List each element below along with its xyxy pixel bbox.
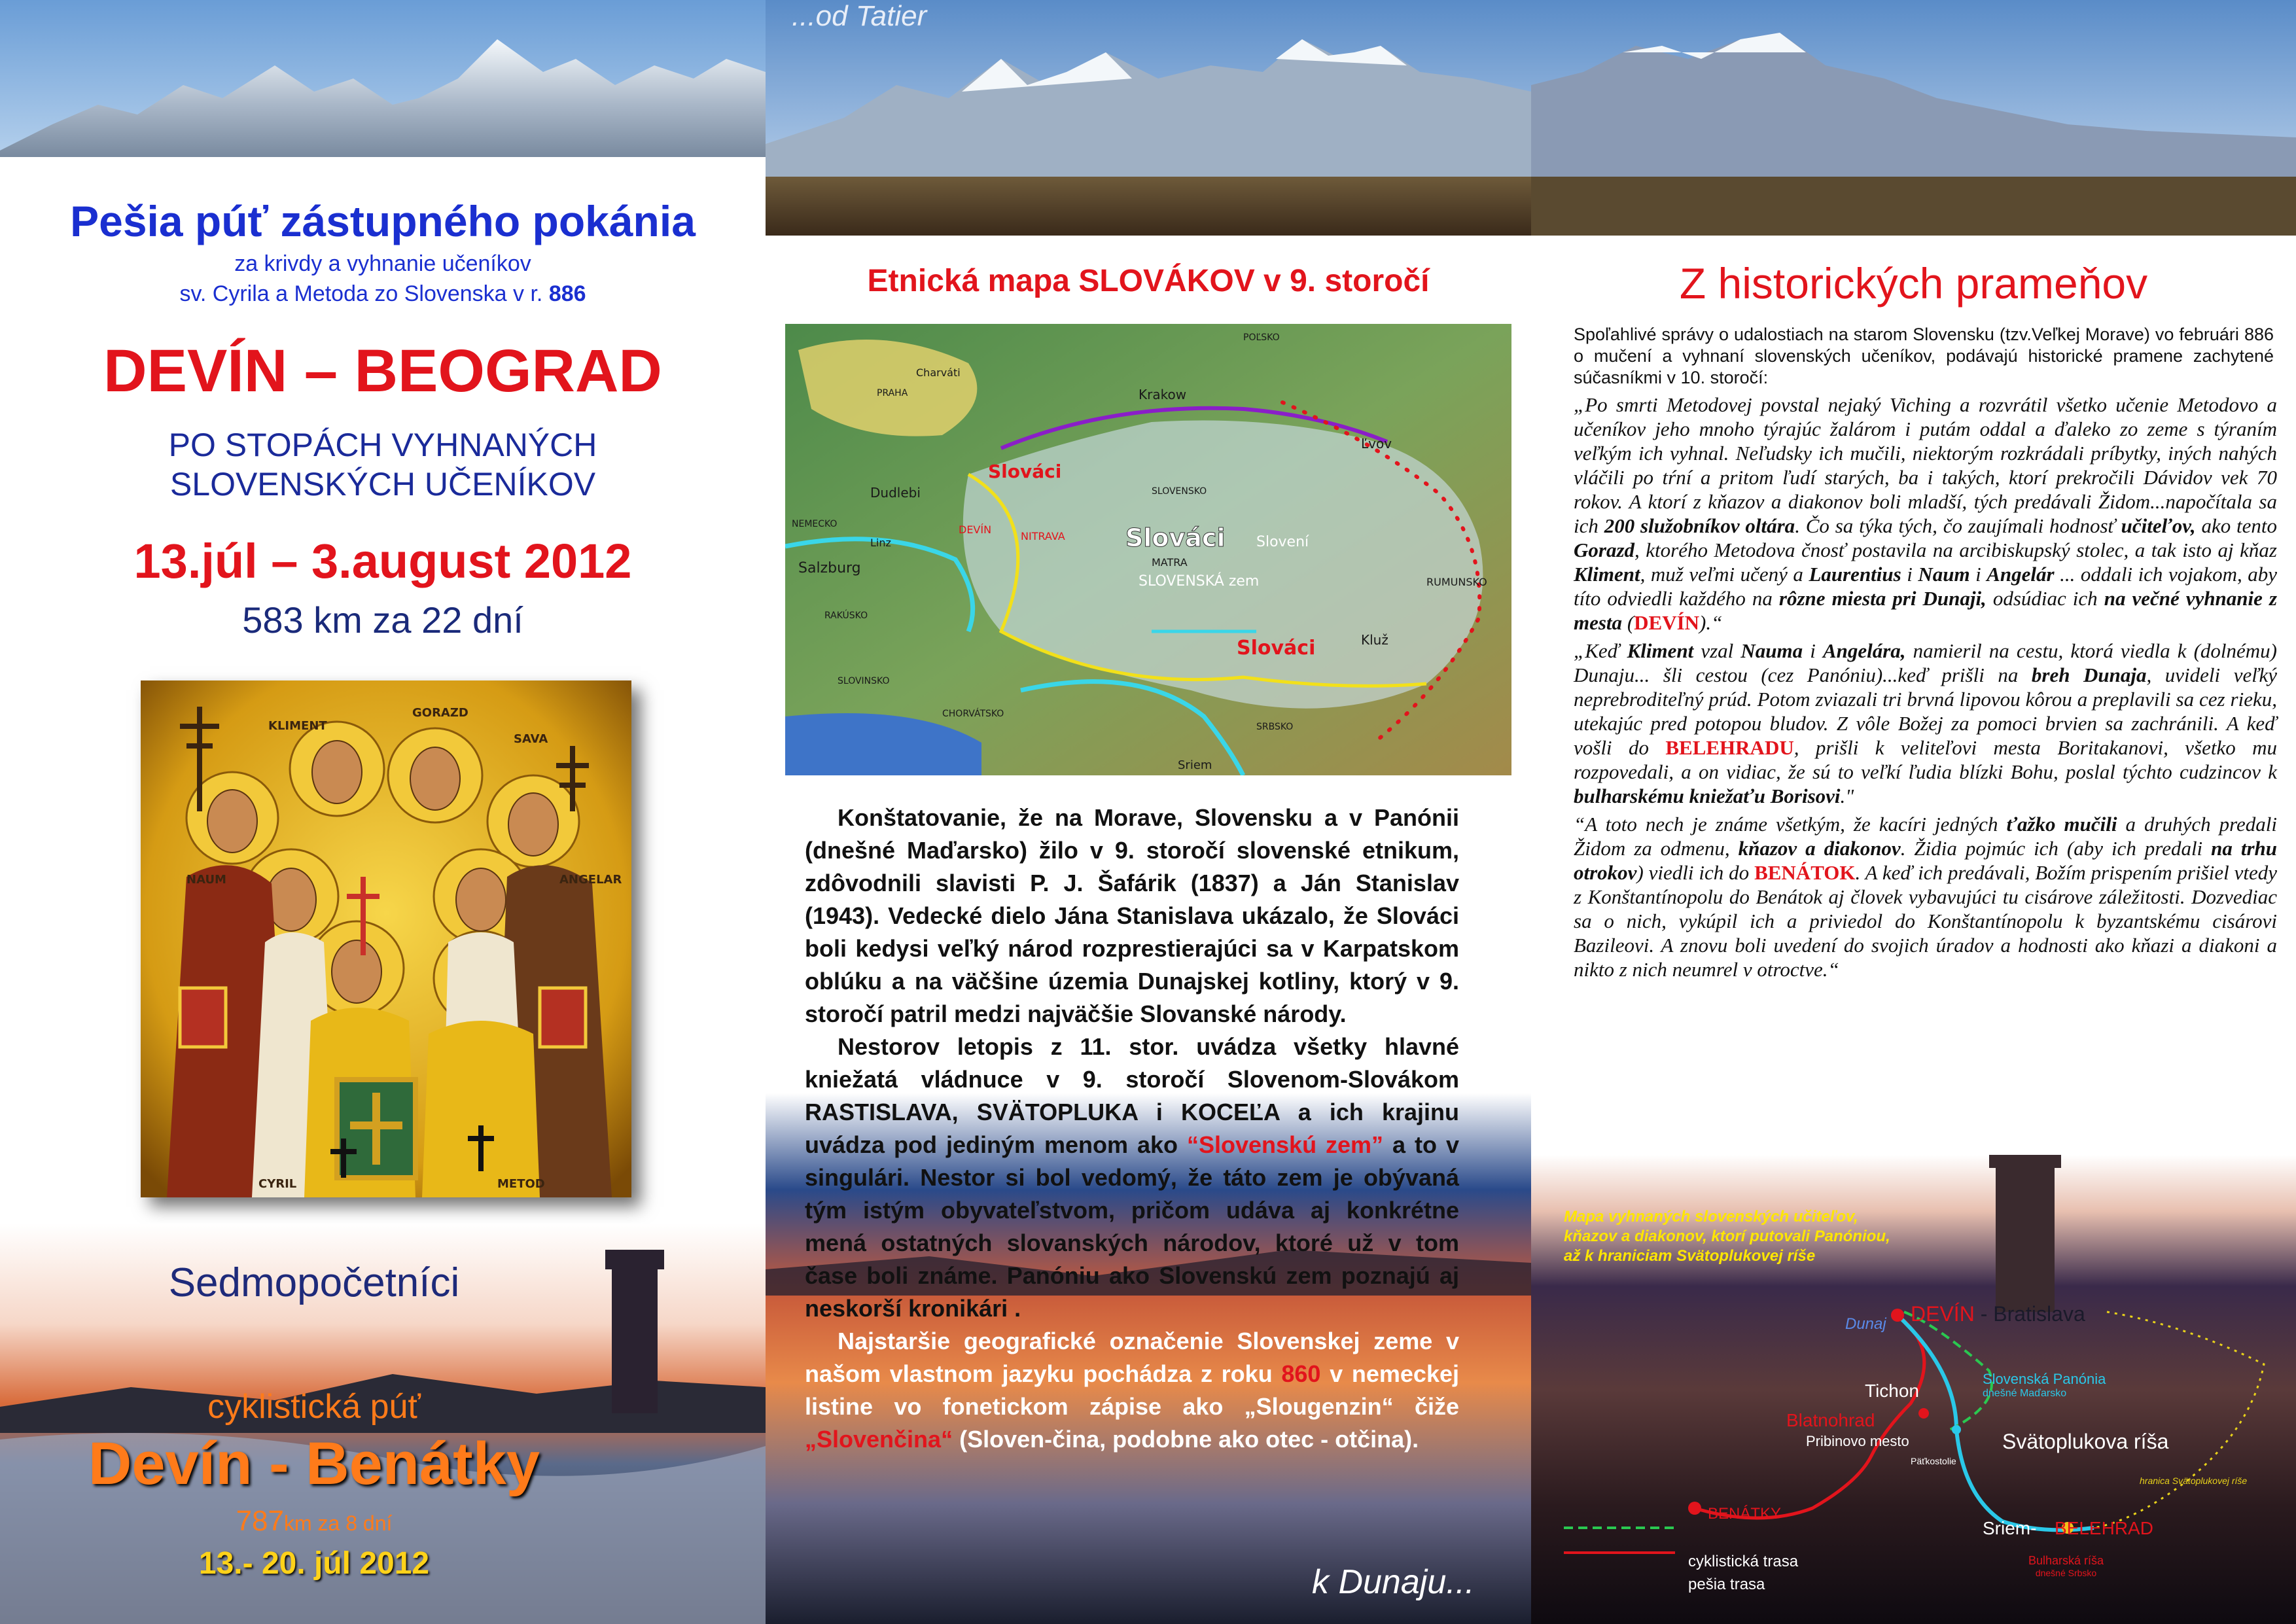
map-label-kluz: Kluž (1361, 632, 1388, 648)
map-label-slovinsko: SLOVINSKO (838, 676, 890, 686)
legend-walk-route: pešia trasa (1688, 1576, 1765, 1593)
q3-red-benatok: BENÁTOK (1754, 861, 1856, 884)
bike-pilgrimage-label: cyklistická púť (207, 1388, 421, 1426)
map-title: Etnická mapa SLOVÁKOV v 9. storočí (867, 264, 1430, 298)
saints-caption: Sedmopočetníci (168, 1260, 460, 1305)
icon-name-kliment: KLIMENT (268, 719, 327, 733)
footer-k-dunaju: k Dunaju... (1312, 1563, 1475, 1601)
p2-text-b: a to v singulári. Nestor si bol vedomý, že táto zem je obývaná tým istým obyvateľstvom, pričom udáva aj konkrétne mená ostatných slovanských národov, ktoré už v tom čase boli známe. Panóniu ako Slovenskú zem poznajú aj neskorší kronikári . (805, 1131, 1460, 1322)
subtitle-text: sv. Cyrila a Metoda zo Slovenska v r. (179, 281, 549, 306)
q1-bold-vyhnanie: na večné vyhnanie z mesta (1574, 587, 2278, 634)
map-devin-bratislava (1911, 1302, 2085, 1326)
left-panel (0, 0, 766, 1624)
q3-bold-mucili: ťažko mučili (2006, 813, 2117, 836)
bratislava-label: - Bratislava (1974, 1302, 2085, 1326)
q2-text-a: „Keď (1574, 639, 1627, 662)
caption-line-1: Mapa vyhnaných slovenských učiteľov, (1564, 1208, 1858, 1226)
q2-bold-breh: breh Dunaja (2031, 663, 2147, 686)
map-label-sriem: Sriem (1178, 758, 1212, 772)
q1-bold-angelar: Angelár (1987, 563, 2055, 586)
map-sriem-label: Sriem- (1983, 1518, 2037, 1538)
icon-name-naum: NAUM (186, 873, 226, 887)
history-title: Z historických prameňov (1679, 259, 2148, 308)
q1-bold-ucitelov: učiteľov, (2121, 514, 2196, 537)
bulharska-label: Bulharská ríša (2028, 1554, 2104, 1567)
icon-name-sava: SAVA (514, 732, 548, 746)
map-benatky-label: BENÁTKY (1708, 1505, 1782, 1523)
map-hranica-label: hranica Svätoplukovej ríše (2140, 1475, 2248, 1486)
p3-text-b: v nemeckej listine vo fonetickom zápise ako „Slougenzin“ čiže (805, 1360, 1460, 1420)
q1-bold-miesta: rôzne miesta pri Dunaji, (1778, 587, 1987, 610)
tatra-panorama-image (766, 0, 1531, 236)
map-pribinovo-label: Pribinovo mesto (1806, 1433, 1909, 1449)
map-label-srbsko: SRBSKO (1256, 722, 1294, 732)
map-label-matra: MATRA (1152, 556, 1188, 569)
q1-bold-laurentius: Laurentius (1809, 563, 1901, 586)
q1-bold-kliment: Kliment (1574, 563, 1640, 586)
map-label-rakusko: RAKÚSKO (824, 610, 868, 621)
quote-2 (1574, 639, 2277, 808)
map-label-linz: Linz (870, 537, 891, 549)
route-map-caption (1564, 1207, 1890, 1266)
right-panel (1531, 0, 2296, 1624)
map-label-praha: PRAHA (877, 388, 908, 398)
ethnic-map (785, 324, 1511, 775)
q2-text-f: , prišli k veliteľovi mesta Boritakanovi, všetko mu rozpovedali, a on vidiac, že sú to veľkí ľudia blízki Bohu, poslal týchto cudzincov k (1574, 736, 2277, 783)
q1-text-d: ako tento (2195, 514, 2277, 537)
q1-text-g: i (1901, 563, 1918, 586)
paragraph-3 (805, 1325, 1459, 1456)
map-svatoplukova-label: Svätoplukova ríša (2002, 1430, 2169, 1453)
map-label-nitrava: NITRAVA (1021, 530, 1065, 542)
subtitle-line-2 (0, 279, 766, 309)
q1-red-devin: DEVÍN (1634, 611, 1700, 634)
history-intro: Spoľahlivé správy o udalostiach na starom Slovensku (tzv.Veľkej Morave) vo februári 886 o mučení a vyhnaní slovenských učeníkov, podávajú historické pramene zachytené súčasníkmi v 10. storočí: (1574, 325, 2274, 387)
map-pecs-label: Päťkostolie (1911, 1456, 1956, 1466)
pilgrimage-subtitle (0, 249, 766, 309)
map-tichon-label: Tichon (1865, 1381, 1920, 1401)
q2-text-e: , uvideli veľký neprebroditeľný prúd. Potom zviazali tri brvná lipovou kôrou a preplavili sa cez rieku, utekajúc pred potopou bludov. Z vôle Božej za pomoci brvien sa zachránili. A keď vošli do (1574, 663, 2278, 759)
p3-text-c: (Sloven-čina, podobne ako otec - otčina). (953, 1426, 1419, 1453)
map-label-polsko: POĽSKO (1243, 332, 1280, 343)
map-label-salzburg: Salzburg (798, 560, 861, 576)
q2-bold-nauma: Nauma (1740, 639, 1803, 662)
q3-text-e: . A keď ich predávali, Božím prispením prišiel vtedy z Konštantínopolu do Benátok aj človek vybavujúci tu cisárove záležitosti. Dozvediac sa o nich, vykúpil ich a priviedol do Konštantínopolu k byzantskému cisárovi Bazileovi. A znovu boli uvedení do svojich úradov a hodnosti ako kňazi a diakoni a nikto z nich neumrel v otroctve.“ (1574, 861, 2278, 981)
map-slov-panonia (1983, 1371, 2106, 1400)
icon-name-metod: METOD (497, 1177, 545, 1191)
bike-dates: 13.- 20. júl 2012 (198, 1546, 430, 1581)
map-belehrad-label: BELEHRAD (2055, 1518, 2153, 1538)
subtitle-line-1: za krivdy a vyhnanie učeníkov (234, 251, 531, 276)
srbsko-label: dnešné Srbsko (2035, 1568, 2097, 1578)
q1-text: „Po smrti Metodovej povstal nejaký Viching a rozvrátil všetko učenie Metodovo a učeníkov jeho mnoho týrajúc žalárom i putám oddal a ďaleko zo zeme s týraním veľkým ich vyhnal. Neľudsky ich mučili, niektorým rozkrádali príbytky, iných nahých vláčili po tŕní a pritom ľudí starých, ba i takých, ktorí prekročili Dávidov vek 70 rokov. A ktorí z kňazov a diakonov boli mladší, tých predávali Židom...napočítala sa ich (1574, 393, 2277, 537)
q1-bold-gorazd: Gorazd (1574, 538, 1635, 561)
madarsko-label: dnešné Maďarsko (1983, 1388, 2067, 1399)
map-label-lvov: Ľvov (1361, 436, 1392, 451)
subtitle-year: 886 (548, 281, 586, 306)
q3-bold-knazov: kňazov a diakonov (1738, 837, 1901, 860)
paragraph-1: Konštatovanie, že na Morave, Slovensku a v Panónii (dnešné Maďarsko) žilo v 9. storočí slovenské etnikum, zdôvodnili slavisti P. J. Šafárik (1837) a Ján Stanislav (1943). Vedecké dielo Jána Stanislava ukázalo, že Slováci boli kedysi veľký národ rozprestierajúci sa v Karpatskom oblúku a na väčšine územia Dunajskej kotliny, ktorý v 9. storočí patril medzi najväčšie Slovanské národy. (805, 804, 1459, 1027)
q2-text-c: i (1803, 639, 1823, 662)
tatra-panorama-right-image (1531, 0, 2296, 236)
history-quotes (1574, 393, 2277, 981)
q2-bold-kliment: Kliment (1627, 639, 1694, 662)
paragraph-2 (805, 1031, 1459, 1325)
q2-text-d: namieril na cestu, ktorá viedla k (dolnému) Dunaju... šli cestou (cez Panóniu)...keď prišli na (1574, 639, 2277, 686)
icon-name-gorazd: GORAZD (412, 706, 468, 720)
q3-bold-trh: na trhu otrokov (1574, 837, 2278, 884)
panel-header-tatry: ...od Tatier (792, 0, 927, 32)
q1-text-j: odsúdiac ich (1986, 587, 2104, 610)
q1-bold-200: 200 služobníkov oltára (1604, 514, 1795, 537)
route-map-section (1531, 1155, 2296, 1624)
pilgrimage-title: Pešia púť zástupného pokánia (70, 197, 696, 245)
map-label-dudlebi: Dudlebi (870, 485, 921, 501)
bike-distance (0, 1505, 628, 1538)
route-tagline (0, 425, 766, 504)
q1-text-l: ).“ (1699, 611, 1723, 634)
map-label-slovaci-3: Slováci (1237, 637, 1316, 660)
map-label-charvati: Charváti (916, 366, 961, 379)
q1-text-c: . Čo sa týka tých, čo zaujímali hodnosť (1795, 514, 2121, 537)
q2-bold-angelara: Angelára, (1822, 639, 1906, 662)
quote-1 (1574, 393, 2277, 635)
q3-text-a: “A toto nech je známe všetkým, že kacíri jedných (1574, 813, 2007, 836)
pilgrimage-distance: 583 km za 22 dní (242, 599, 523, 641)
map-bulharska (2028, 1554, 2104, 1578)
q1-text-h: i (1969, 563, 1987, 586)
q3-text-d: ) viedli ich do (1636, 861, 1755, 884)
map-label-slovenska-zem: SLOVENSKÁ zem (1139, 573, 1260, 590)
q2-text-b: vzal (1693, 639, 1741, 662)
q2-red-belehrad: BELEHRADU (1665, 736, 1794, 759)
map-label-slovaci-2: Slováci (1125, 523, 1226, 552)
ethnic-text (805, 802, 1459, 1456)
bike-route-title: Devín - Benátky (88, 1430, 540, 1497)
map-label-rumunsko: RUMUNSKO (1426, 576, 1487, 588)
caption-line-3: až k hraniciam Svätoplukovej ríše (1564, 1247, 1816, 1265)
seven-saints-icon-image (141, 680, 631, 1197)
legend-bike-route: cyklistická trasa (1688, 1553, 1799, 1570)
q3-text-b: a druhých predali Židom za odmenu, (1574, 813, 2277, 860)
map-label-sloveni: Slovení (1256, 534, 1309, 550)
caption-line-2: kňazov a diakonov, ktorí putovali Panóniou, (1564, 1227, 1890, 1245)
icon-name-angelar: ANGELAR (559, 873, 622, 887)
tagline-line-1: PO STOPÁCH VYHNANÝCH (168, 427, 597, 463)
icon-name-cyril: CYRIL (258, 1177, 297, 1191)
slovenska-zem-highlight: “Slovenskú zem” (1186, 1131, 1384, 1158)
map-dunaj-label: Dunaj (1845, 1315, 1886, 1333)
map-label-devin: DEVÍN (959, 523, 992, 536)
q1-text-k: ( (1622, 611, 1634, 634)
q2-text-g: ." (1840, 785, 1854, 807)
middle-panel (766, 0, 1531, 1624)
tagline-line-2: SLOVENSKÝCH UČENÍKOV (169, 466, 596, 503)
p2-text-a: Nestorov letopis z 11. stor. uvádza všetky hlavné kniežatá vládnuce v 9. storočí Slovenom-Slovákom RASTISLAVA, SVÄTOPLUKA i KOCEĽA a ich krajinu uvádza pod jediným menom ako (805, 1033, 1459, 1158)
map-label-chorvatsko: CHORVÁTSKO (942, 709, 1004, 719)
year-860-highlight: 860 (1281, 1360, 1321, 1387)
pilgrimage-dates: 13.júl – 3.august 2012 (133, 534, 632, 588)
map-label-slovaci-1: Slováci (988, 461, 1062, 482)
q1-text-f: , muž veľmi učený a (1640, 563, 1809, 586)
q2-bold-borisovi: bulharskému kniežaťu Borisovi (1574, 785, 1841, 807)
bike-km-number: 787 (236, 1505, 284, 1537)
q1-bold-naum: Naum (1918, 563, 1970, 586)
route-title: DEVÍN – BEOGRAD (103, 338, 662, 404)
saints-painting (141, 680, 631, 1197)
bike-km-rest: za 8 dní (311, 1511, 393, 1535)
p3-text-a: Najstaršie geografické označenie Slovenskej zeme v našom vlastnom jazyku pochádza z roku (805, 1328, 1459, 1387)
bike-km-unit: km (284, 1511, 312, 1535)
map-label-slovensko: SLOVENSKO (1152, 486, 1207, 497)
q1-text-e: , ktorého Metodova čnosť postavila na arcibiskupský stolec, a tak isto aj kňaz (1634, 538, 2277, 561)
slovencina-highlight: „Slovenčina“ (805, 1426, 953, 1453)
map-label-krakow: Krakow (1139, 387, 1187, 402)
ethnic-map-graphic (785, 324, 1511, 775)
map-blatnohrad-label: Blatnohrad (1786, 1410, 1875, 1430)
devin-label: DEVÍN (1911, 1302, 1975, 1326)
q1-text-i: ... oddali ich vojakom, aby títo odviedli každého na (1574, 563, 2277, 610)
map-label-nemecko: NEMECKO (792, 519, 838, 529)
q3-text-c: . Židia pojmúc ich (aby ich predali (1900, 837, 2212, 860)
slov-panonia-label: Slovenská Panónia (1983, 1371, 2106, 1387)
quote-3 (1574, 812, 2277, 981)
